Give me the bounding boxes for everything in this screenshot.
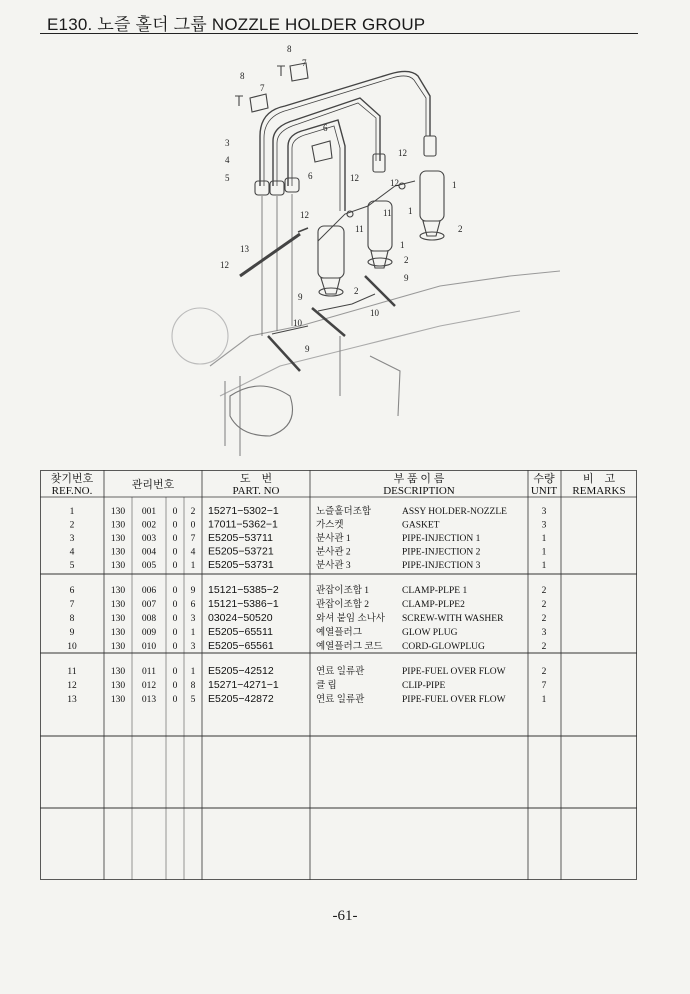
cell-m3: 0 [172,642,178,652]
cell-ko: 노즐홀더조합 [316,507,372,517]
cell-m4: 0 [190,520,196,531]
cell-m2: 012 [141,681,157,691]
cell-m2: 007 [141,600,157,610]
cell-ko: 관잡이조합 1 [316,586,370,596]
table-row [67,693,546,705]
cell-desc: ASSY HOLDER-NOZZLE [402,507,507,517]
cell-desc: CLIP-PIPE [402,681,446,691]
cell-ref: 4 [69,547,75,558]
cell-m3: 0 [172,681,178,691]
svg-text:8: 8 [240,71,245,81]
cell-ref: 9 [69,628,75,638]
table-row [70,626,547,638]
svg-text:11: 11 [383,208,392,218]
engine-block-outline-2 [220,311,520,396]
cell-m2: 013 [141,695,157,705]
cell-desc: PIPE-FUEL OVER FLOW [402,667,506,677]
cell-ko: 분사관 1 [316,534,351,544]
cell-ref: 1 [69,507,75,517]
cell-ko: 클 립 [316,681,337,691]
cell-m4: 6 [190,600,196,610]
cell-part: 15121−5386−1 [208,598,279,610]
cell-m2: 005 [141,561,157,571]
header-unit-en: UNIT [530,485,558,497]
cell-m4: 2 [190,507,196,517]
svg-text:4: 4 [225,155,230,165]
svg-text:10: 10 [370,308,379,318]
table-row [70,612,547,624]
cell-unit: 1 [541,534,547,544]
cell-unit: 2 [541,642,547,652]
header-name-ko: 부 품 이 름 [393,473,445,485]
cell-desc: CORD-GLOWPLUG [402,642,485,652]
cell-desc: PIPE-INJECTION 2 [402,547,481,558]
engine-block-outline-3 [225,336,400,456]
svg-text:9: 9 [298,292,303,302]
engine-block-outline [210,271,560,366]
cell-m3: 0 [172,534,178,544]
cell-ref: 10 [67,642,77,652]
cell-part: E5205−53721 [208,545,274,558]
cell-m1: 130 [110,628,126,638]
glow-plug-3 [268,336,300,371]
cell-m1: 130 [110,561,126,571]
cell-desc: PIPE-INJECTION 3 [402,561,481,571]
exploded-parts-diagram [140,36,560,466]
svg-text:7: 7 [260,83,265,93]
header-part-en: PART. NO [232,485,280,497]
svg-text:12: 12 [220,260,229,270]
cell-unit: 1 [541,561,547,571]
cell-ko: 분사관 2 [316,547,351,558]
cell-ref: 5 [69,561,75,571]
cell-m3: 0 [172,628,178,638]
table-row [70,598,547,610]
parts-table [40,470,637,880]
table-row [67,640,546,652]
table-row [70,519,547,531]
cell-ko: 예열플러그 코드 [316,642,383,652]
svg-text:12: 12 [390,178,399,188]
cell-m4: 9 [190,586,196,596]
cell-part: 17011−5362−1 [208,518,278,531]
cell-ref: 3 [69,534,75,544]
cell-m4: 1 [190,628,196,638]
table-row [67,679,546,691]
glow-plug-1 [365,276,395,306]
cell-ko: 관잡이조합 2 [316,600,370,610]
cell-m4: 8 [190,681,196,691]
page-number: -61- [332,908,358,924]
clamp-plate-2 [250,94,268,112]
cell-m4: 1 [190,667,196,677]
cell-m1: 130 [110,586,126,596]
cell-m3: 0 [172,561,178,571]
cell-m1: 130 [110,695,126,705]
overflow-pipe [318,181,415,241]
cell-m1: 130 [110,600,126,610]
cell-ko: 연료 일류관 [316,695,365,705]
svg-text:6: 6 [323,123,328,133]
svg-text:2: 2 [354,286,359,296]
cell-part: 15271−4271−1 [208,679,279,691]
cell-unit: 2 [541,614,547,624]
svg-text:9: 9 [305,344,310,354]
svg-text:8: 8 [287,44,292,54]
cell-m3: 0 [172,600,178,610]
svg-text:5: 5 [225,173,230,183]
svg-text:11: 11 [355,224,364,234]
cell-unit: 1 [541,547,547,558]
svg-text:2: 2 [458,224,463,234]
title-rule [40,33,638,34]
engine-flange [230,386,293,436]
svg-text:6: 6 [308,171,313,181]
header-part-ko: 도 번 [239,473,273,485]
cell-ko: 와셔 붙임 소나사 [316,614,385,624]
cell-desc: PIPE-INJECTION 1 [402,534,481,544]
cell-m4: 3 [190,614,196,624]
cell-unit: 2 [541,586,547,596]
cell-m2: 008 [141,614,157,624]
table-row [67,665,546,677]
fuel-overflow-pipe-13 [240,234,300,276]
cell-unit: 1 [541,695,547,705]
cell-m4: 4 [190,547,196,558]
injection-pipe-3b [292,126,340,211]
cell-ko: 가스켓 [316,520,344,531]
cell-ref: 7 [69,600,75,610]
cell-m3: 0 [172,695,178,705]
svg-text:10: 10 [293,318,302,328]
cell-desc: PIPE-FUEL OVER FLOW [402,695,506,705]
cell-part: E5205−42512 [208,665,274,677]
cell-m2: 002 [141,520,157,531]
cell-m3: 0 [172,507,178,517]
cell-desc: CLAMP-PLPE2 [402,600,465,610]
table-row [70,559,547,571]
cell-m3: 0 [172,547,178,558]
cell-ref: 2 [69,520,75,531]
cell-desc: GASKET [402,520,440,531]
cell-part: E5205−65561 [208,640,274,652]
cell-m3: 0 [172,520,178,531]
cell-part: 15121−5385−2 [208,584,279,596]
cell-unit: 3 [541,507,547,517]
header-remarks-en: REMARKS [572,485,626,497]
page-title: E130. 노즐 홀더 그룹 NOZZLE HOLDER GROUP [47,15,426,34]
svg-text:12: 12 [300,210,309,220]
cell-m2: 003 [141,534,157,544]
svg-text:1: 1 [452,180,457,190]
header-name-en: DESCRIPTION [383,485,455,497]
glow-plug-2 [312,308,345,336]
cell-part: E5205−65511 [208,626,273,638]
cell-m2: 009 [141,628,157,638]
cell-ko: 연료 일류관 [316,667,365,677]
cell-m1: 130 [110,547,126,558]
cell-ref: 6 [69,586,75,596]
nozzle-holder-right [420,171,444,240]
cell-m1: 130 [110,507,126,517]
cell-desc: GLOW PLUG [402,628,458,638]
svg-text:9: 9 [404,273,409,283]
table-row [70,546,547,558]
header-mgmt-ko: 관리번호 [131,479,175,491]
cell-ref: 13 [67,695,77,705]
cell-m4: 1 [190,561,196,571]
cell-m2: 006 [141,586,157,596]
cell-part: E5205−53711 [208,532,273,544]
cell-m4: 3 [190,642,196,652]
cell-m2: 011 [142,667,156,677]
table-row [70,532,547,544]
cell-ko: 분사관 3 [316,561,351,571]
cell-m1: 130 [110,667,126,677]
header-unit-ko: 수량 [533,473,555,485]
svg-text:1: 1 [400,240,405,250]
cell-m1: 130 [110,642,126,652]
cell-m1: 130 [110,614,126,624]
cell-m2: 010 [141,642,157,652]
cell-m3: 0 [172,667,178,677]
cell-part: 15271−5302−1 [208,505,279,517]
table-row [70,584,547,596]
cell-unit: 2 [541,600,547,610]
header-ref-en: REF.NO. [51,485,93,497]
cell-m3: 0 [172,586,178,596]
cell-ref: 8 [69,614,75,624]
cell-m1: 130 [110,534,126,544]
svg-text:1: 1 [408,206,413,216]
cell-m1: 130 [110,520,126,531]
cell-ref: 12 [67,681,77,691]
cell-m4: 7 [190,534,196,544]
cell-m2: 001 [141,507,157,517]
cell-desc: CLAMP-PLPE 1 [402,586,468,596]
table-row [70,505,547,517]
cell-part: E5205−53731 [208,559,274,571]
svg-text:13: 13 [240,244,249,254]
svg-text:12: 12 [398,148,407,158]
cell-m2: 004 [141,547,157,558]
cell-ko: 예열플러그 [316,628,362,638]
header-remarks-ko: 비 고 [582,473,616,485]
svg-text:7: 7 [302,58,307,68]
cell-desc: SCREW-WITH WASHER [402,614,504,624]
svg-text:12: 12 [350,173,359,183]
cell-m3: 0 [172,614,178,624]
cell-m1: 130 [110,681,126,691]
table-rows [67,505,546,705]
cell-unit: 3 [541,520,547,531]
cell-part: 03024−50520 [208,612,273,624]
cell-unit: 7 [541,681,547,691]
cell-unit: 3 [541,628,547,638]
clamp-plate-1 [312,141,332,162]
svg-text:3: 3 [225,138,230,148]
cell-part: E5205−42872 [208,693,274,705]
header-ref-ko: 찾기번호 [50,473,94,485]
cell-ref: 11 [67,667,77,677]
svg-text:2: 2 [404,255,409,265]
cell-m4: 5 [190,695,196,705]
cell-unit: 2 [541,667,547,677]
